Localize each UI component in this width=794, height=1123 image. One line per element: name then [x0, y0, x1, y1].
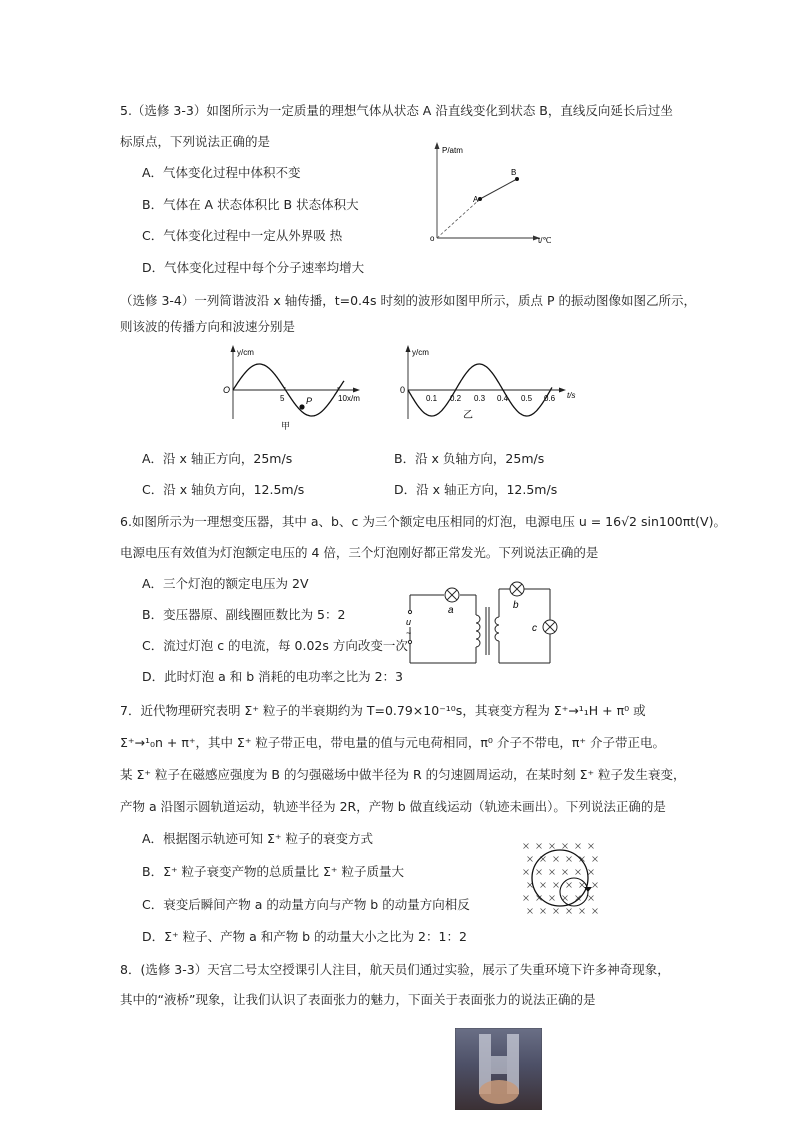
field-cross: [563, 870, 568, 875]
svg-text:b: b: [513, 600, 519, 611]
svg-text:0.1: 0.1: [426, 394, 438, 403]
field-cross: [593, 857, 598, 862]
q6-option-a: A．三个灯泡的额定电压为 2V: [142, 576, 309, 591]
q6-option-d: D．此时灯泡 a 和 b 消耗的电功率之比为 2：3: [142, 669, 403, 684]
wave-option-a: A．沿 x 轴正方向，25m/s: [142, 451, 293, 466]
field-cross: [567, 909, 572, 914]
svg-text:0.3: 0.3: [474, 394, 486, 403]
field-cross: [537, 870, 542, 875]
field-cross: [541, 883, 546, 888]
svg-text:0.6: 0.6: [544, 394, 556, 403]
field-cross: [567, 857, 572, 862]
q7-line2: Σ⁺→¹₀n + π⁺，其中 Σ⁺ 粒子带正电，带电量的值与元电荷相同，π⁰ 介子不带电，π⁺ 介子带正电。: [120, 735, 666, 750]
q6-option-c: C．流过灯泡 c 的电流，每 0.02s 方向改变一次: [142, 638, 408, 653]
q5-option-a: A．气体变化过程中体积不变: [142, 165, 301, 180]
field-cross: [550, 870, 555, 875]
svg-text:0.4: 0.4: [497, 394, 509, 403]
q5-option-d: D．气体变化过程中每个分子速率均增大: [142, 260, 365, 275]
pt-origin: o: [430, 234, 435, 243]
field-cross: [589, 870, 594, 875]
q5-option-c: C．气体变化过程中一定从外界吸 热: [142, 228, 343, 243]
secondary-coil: [495, 617, 499, 641]
wave-stem-line1: （选修 3-4）一列简谐波沿 x 轴传播，t=0.4s 时刻的波形如图甲所示，质点 P 的振动图像如图乙所示，: [120, 293, 696, 308]
q7-option-b: B．Σ⁺ 粒子衰变产物的总质量比 Σ⁺ 粒子质量大: [142, 864, 404, 879]
svg-text:乙: 乙: [463, 410, 473, 421]
magnetic-field-figure: [518, 838, 604, 918]
q6-option-b: B．变压器原、副线圈匝数比为 5：2: [142, 607, 346, 622]
pt-extension-line: [437, 199, 480, 238]
pt-y-label: P/atm: [442, 146, 463, 155]
svg-text:t/s: t/s: [567, 391, 576, 400]
svg-text:a: a: [448, 605, 454, 616]
pt-point-b: [515, 177, 519, 181]
svg-text:10: 10: [338, 394, 347, 403]
field-cross: [554, 883, 559, 888]
pt-graph: [420, 140, 560, 248]
q5-stem-line1: 5.（选修 3-3）如图所示为一定质量的理想气体从状态 A 沿直线变化到状态 B，直线反向延长后过坐: [120, 103, 673, 118]
liquid-bridge-photo: [455, 1028, 542, 1110]
svg-text:~: ~: [406, 628, 412, 638]
svg-text:0.2: 0.2: [450, 394, 462, 403]
wave-option-b: B．沿 x 负轴方向，25m/s: [394, 451, 545, 466]
transformer-circuit: [400, 577, 565, 669]
q8-line1: 8．(选修 3-3）天宫二号太空授课引人注目，航天员们通过实验，展示了失重环境下许多神奇现象，: [120, 962, 670, 977]
wave-fig-jia: [218, 343, 368, 431]
q5-stem-line2: 标原点，下列说法正确的是: [120, 134, 271, 149]
wave-fig-yi: [396, 343, 586, 431]
svg-text:c: c: [532, 623, 537, 634]
q6-stem-line2: 电源电压有效值为灯泡额定电压的 4 倍，三个灯泡刚好都正常发光。下列说法正确的是: [120, 545, 599, 560]
field-cross: [524, 844, 529, 849]
field-cross: [554, 857, 559, 862]
pt-y-arrow: [435, 142, 440, 149]
pt-process-line: [480, 179, 517, 199]
q7-line4: 产物 a 沿图示圆轨道运动，轨迹半径为 2R，产物 b 做直线运动（轨迹未画出）。下列说法正确的是: [120, 799, 666, 814]
primary-coil: [476, 615, 480, 647]
svg-text:u: u: [406, 617, 412, 627]
large-orbit: [532, 850, 588, 906]
svg-text:0.5: 0.5: [521, 394, 533, 403]
field-cross: [524, 870, 529, 875]
field-cross: [567, 883, 572, 888]
q7-line1: 7．近代物理研究表明 Σ⁺ 粒子的半衰期约为 T=0.79×10⁻¹⁰s，其衰变方程为 Σ⁺→¹₁H + π⁰ 或: [120, 703, 646, 718]
field-cross: [524, 896, 529, 901]
field-cross: [563, 844, 568, 849]
field-cross: [593, 909, 598, 914]
pt-x-label: t/℃: [538, 236, 552, 245]
field-cross: [550, 896, 555, 901]
field-cross: [537, 844, 542, 849]
field-cross: [554, 909, 559, 914]
svg-text:O: O: [223, 385, 231, 395]
field-cross: [528, 909, 533, 914]
svg-text:0: 0: [400, 385, 406, 395]
q5-option-b: B．气体在 A 状态体积比 B 状态体积大: [142, 197, 359, 212]
svg-text:x/m: x/m: [347, 394, 360, 403]
q7-line3: 某 Σ⁺ 粒子在磁感应强度为 B 的匀强磁场中做半径为 R 的匀速圆周运动，在某时刻 Σ⁺ 粒子发生衰变，: [120, 767, 686, 782]
svg-text:甲: 甲: [281, 421, 291, 431]
svg-text:5: 5: [280, 394, 285, 403]
field-cross: [589, 896, 594, 901]
field-cross: [528, 857, 533, 862]
svg-text:y/cm: y/cm: [412, 348, 429, 357]
pt-point-a: [478, 197, 482, 201]
q7-option-c: C．衰变后瞬间产物 a 的动量方向与产物 b 的动量方向相反: [142, 897, 470, 912]
pt-label-a: A: [473, 195, 479, 204]
field-cross: [593, 883, 598, 888]
wave-option-c: C．沿 x 轴负方向，12.5m/s: [142, 482, 305, 497]
q6-stem-line1: 6.如图所示为一理想变压器，其中 a、b、c 为三个额定电压相同的灯泡，电源电压 u = 16√2 sin100πt(V)。: [120, 514, 726, 529]
field-cross: [528, 883, 533, 888]
point-p: [299, 404, 304, 409]
q8-line2: 其中的“液桥”现象，让我们认识了表面张力的魅力，下面关于表面张力的说法正确的是: [120, 992, 596, 1007]
pt-label-b: B: [511, 168, 517, 177]
field-cross: [563, 896, 568, 901]
svg-text:y/cm: y/cm: [237, 348, 254, 357]
wave-option-d: D．沿 x 轴正方向，12.5m/s: [394, 482, 558, 497]
q7-option-a: A．根据图示轨迹可知 Σ⁺ 粒子的衰变方式: [142, 831, 373, 846]
field-cross: [541, 909, 546, 914]
field-cross: [589, 844, 594, 849]
q7-option-d: D．Σ⁺ 粒子、产物 a 和产物 b 的动量大小之比为 2：1：2: [142, 929, 467, 944]
wave-stem-line2: 则该波的传播方向和波速分别是: [120, 319, 296, 334]
svg-text:P: P: [306, 396, 313, 406]
field-crosses: [524, 844, 598, 914]
field-cross: [576, 844, 581, 849]
field-cross: [576, 870, 581, 875]
field-cross: [580, 883, 585, 888]
field-cross: [550, 844, 555, 849]
field-cross: [580, 909, 585, 914]
